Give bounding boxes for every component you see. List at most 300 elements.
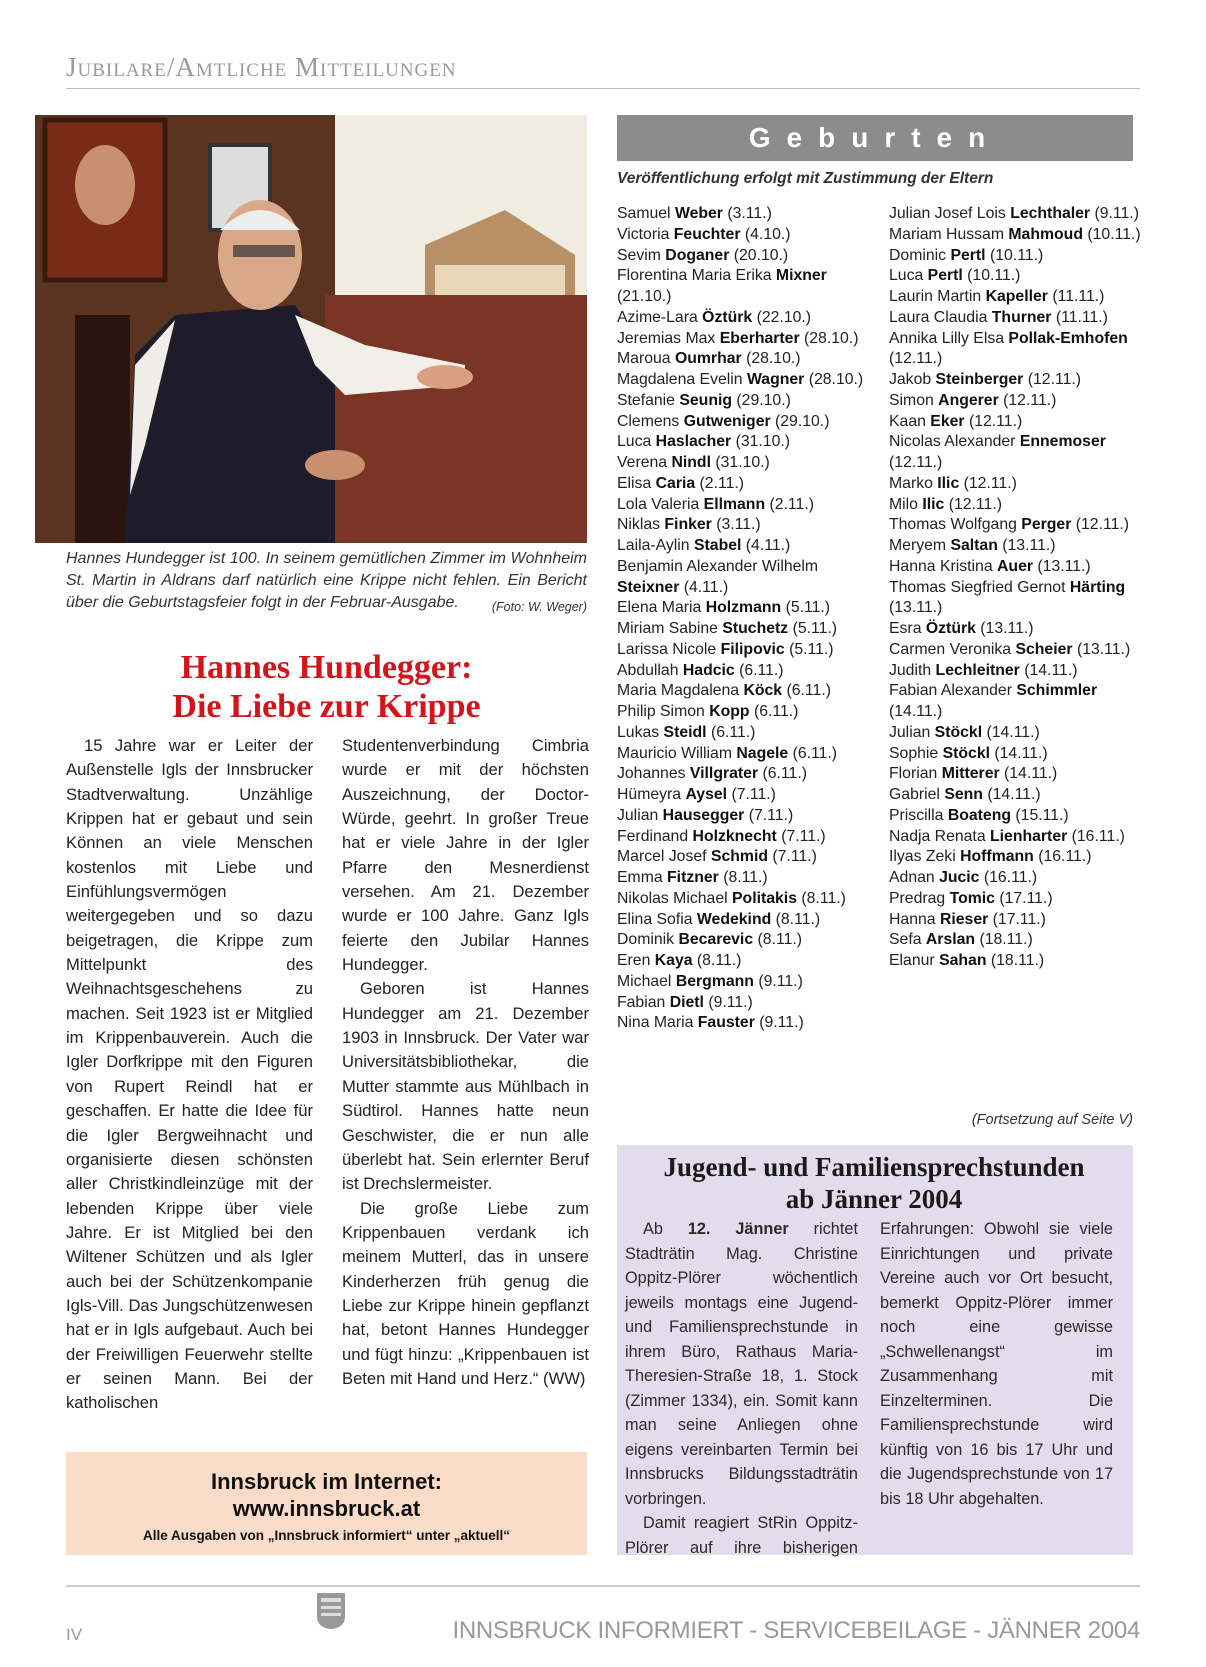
birth-entry [889, 370, 1141, 391]
first-name: Luca [617, 433, 652, 451]
birth-date: (8.11.) [757, 931, 802, 949]
birth-date: (4.10.) [744, 225, 791, 243]
birth-entry [617, 827, 883, 848]
last-name: Senn [944, 786, 983, 803]
birth-entry [617, 453, 883, 474]
last-name: Caria [655, 474, 696, 492]
birth-entry [889, 287, 1141, 308]
birth-entry [889, 930, 1141, 951]
birth-entry [889, 495, 1141, 516]
birth-entry [617, 204, 883, 225]
birth-date: (14.11.) [987, 786, 1041, 803]
first-name: Dominic [889, 246, 947, 264]
first-name: Kaan [889, 412, 926, 430]
first-name: Ferdinand [617, 827, 689, 845]
birth-date: (28.10.) [808, 371, 864, 388]
last-name: Ellmann [703, 495, 766, 513]
birth-entry [617, 391, 883, 412]
birth-entry [889, 910, 1141, 931]
birth-entry [617, 349, 883, 370]
first-name: Predrag [889, 889, 946, 907]
box-title-line-1: Jugend- und Familiensprechstunden [663, 1152, 1085, 1182]
birth-entry [889, 225, 1141, 246]
last-name: Kaya [654, 952, 693, 969]
last-name: Hoffmann [960, 848, 1034, 866]
continued-note: (Fortsetzung auf Seite V) [971, 1112, 1133, 1128]
birth-entry [889, 308, 1141, 329]
birth-entry [889, 889, 1141, 910]
births-heading: Geburten [617, 115, 1133, 161]
last-name: Jucic [939, 869, 980, 886]
last-name: Holzknecht [692, 827, 777, 845]
birth-date: (14.11.) [994, 744, 1048, 762]
birth-date: (3.11.) [727, 205, 772, 222]
last-name: Boateng [947, 806, 1012, 824]
birth-date: (3.11.) [716, 516, 761, 534]
first-name: Fabian Alexander [889, 682, 1012, 700]
birth-date: (16.11.) [983, 869, 1038, 886]
birth-entry [617, 993, 883, 1014]
last-name: Mitterer [941, 765, 1000, 783]
first-name: Miriam Sabine [617, 620, 718, 637]
birth-date: (9.11.) [758, 972, 803, 990]
first-name: Nina Maria [617, 1014, 694, 1032]
last-name: Ilic [937, 474, 960, 492]
birth-date: (28.10.) [746, 350, 801, 368]
first-name: Eren [617, 952, 651, 969]
birth-entry [889, 432, 1141, 474]
birth-date: (2.11.) [699, 474, 745, 492]
birth-date: (12.11.) [889, 350, 943, 368]
birth-date: (12.11.) [1075, 516, 1130, 534]
first-name: Julian [617, 806, 659, 824]
first-name: Mauricio William [617, 744, 732, 762]
birth-entry [889, 329, 1141, 371]
divider [66, 1585, 1140, 1587]
article-paragraph: Die große Liebe zum Krippenbauen verdank ich meinem Mutterl, das in unsere Kinderherzen früh genug die Liebe zur Krippe hinein gepflanzt hat, betont Hannes Hundegger und fügt hinzu: „Krippenbauen ist Beten mit Hand und Herz.“ (WW) [342, 1198, 589, 1388]
first-name: Maroua [617, 350, 671, 368]
birth-date: (21.10.) [617, 288, 672, 305]
first-name: Emma [617, 869, 663, 886]
birth-entry [889, 578, 1141, 620]
birth-date: (12.11.) [963, 474, 1017, 492]
birth-date: (14.11.) [1004, 765, 1058, 783]
first-name: Verena [617, 454, 668, 471]
first-name: Lola Valeria [617, 495, 700, 513]
first-name: Mariam Hussam [889, 225, 1004, 243]
first-name: Elanur [889, 952, 935, 969]
birth-date: (13.11.) [1076, 640, 1131, 658]
birth-entry [617, 889, 883, 910]
first-name: Carmen Veronika [889, 640, 1012, 658]
last-name: Angerer [938, 391, 999, 409]
box-text [625, 1217, 1113, 1560]
birth-entry [617, 495, 883, 516]
birth-entry [617, 474, 883, 495]
birth-date: (5.11.) [789, 640, 834, 658]
birth-entry [617, 847, 883, 868]
text: Ab [643, 1220, 688, 1238]
last-name: Hadcic [682, 661, 735, 679]
first-name: Simon [889, 391, 934, 409]
birth-date: (8.11.) [801, 889, 846, 907]
birth-entry [889, 785, 1141, 806]
birth-entry [617, 951, 883, 972]
photo-caption [66, 548, 587, 618]
birth-date: (18.11.) [990, 952, 1045, 969]
birth-date: (12.11.) [889, 454, 943, 471]
first-name: Niklas [617, 516, 661, 534]
birth-date: (13.11.) [1002, 537, 1056, 554]
last-name: Wagner [746, 371, 805, 388]
first-name: Ilyas Zeki [889, 848, 956, 866]
last-name: Tomic [949, 889, 995, 907]
birth-entry [889, 764, 1141, 785]
headline-line-1: Hannes Hundegger: [180, 649, 473, 686]
birth-entry [617, 744, 883, 765]
birth-entry [617, 930, 883, 951]
first-name: Esra [889, 620, 922, 637]
last-name: Saltan [950, 537, 998, 554]
birth-date: (7.11.) [781, 827, 826, 845]
first-name: Larissa Nicole [617, 640, 717, 658]
last-name: Seunig [679, 391, 733, 409]
last-name: Weber [674, 205, 723, 222]
birth-entry [889, 681, 1141, 723]
birth-entry [617, 370, 883, 391]
birth-date: (8.11.) [723, 869, 768, 886]
section-title: Jubilare/Amtliche Mitteilungen [66, 52, 457, 82]
first-name: Hanna [889, 910, 936, 928]
first-name: Meryem [889, 537, 947, 554]
birth-entry [889, 868, 1141, 889]
article-headline [66, 648, 587, 726]
last-name: Hausegger [662, 806, 745, 824]
birth-entry [617, 723, 883, 744]
last-name: Steinberger [935, 371, 1024, 388]
birth-entry [617, 557, 883, 599]
birth-entry [617, 329, 883, 350]
birth-entry [889, 474, 1141, 495]
birth-date: (6.11.) [710, 723, 756, 741]
birth-entry [889, 266, 1141, 287]
first-name: Dominik [617, 931, 675, 949]
birth-entry [889, 412, 1141, 433]
last-name: Nagele [736, 744, 789, 762]
birth-entry [617, 785, 883, 806]
first-name: Abdullah [617, 661, 679, 679]
internet-info-box [66, 1452, 587, 1555]
city-crest-icon [316, 1592, 346, 1630]
last-name: Eberharter [719, 329, 800, 347]
birth-date: (12.11.) [968, 412, 1023, 430]
last-name: Öztürk [925, 620, 976, 637]
last-name: Pollak-Emhofen [1008, 329, 1128, 347]
birth-entry [617, 412, 883, 433]
birth-entry [617, 225, 883, 246]
last-name: Wedekind [696, 910, 772, 928]
birth-entry [617, 266, 883, 308]
last-name: Schmid [710, 848, 768, 866]
first-name: Victoria [617, 225, 670, 243]
first-name: Laura Claudia [889, 308, 988, 326]
last-name: Auer [997, 557, 1034, 575]
birth-entry [889, 204, 1141, 225]
birth-date: (9.11.) [759, 1014, 804, 1032]
birth-entry [617, 702, 883, 723]
birth-entry [617, 1013, 883, 1034]
first-name: Annika Lilly Elsa [889, 329, 1005, 347]
last-name: Ennemoser [1019, 433, 1106, 451]
last-name: Stöckl [934, 723, 983, 741]
first-name: Julian Josef Lois [889, 205, 1006, 222]
birth-entry [889, 619, 1141, 640]
birth-date: (6.11.) [739, 661, 784, 679]
birth-date: (7.11.) [748, 806, 794, 824]
last-name: Eker [930, 412, 965, 430]
birth-date: (14.11.) [1024, 661, 1078, 679]
birth-date: (6.11.) [792, 744, 838, 762]
article-column-2 [342, 734, 589, 1391]
first-name: Magdalena Evelin [617, 371, 743, 388]
box-paragraph [625, 1217, 858, 1511]
last-name: Perger [1021, 516, 1072, 534]
births-list-column-2 [889, 204, 1141, 972]
last-name: Stöckl [942, 744, 990, 762]
first-name: Florentina Maria Erika [617, 267, 772, 285]
birth-entry [617, 868, 883, 889]
first-name: Sefa [889, 931, 922, 949]
last-name: Öztürk [702, 308, 753, 326]
last-name: Kopp [709, 703, 750, 720]
birth-entry [617, 661, 883, 682]
last-name: Thurner [991, 308, 1052, 326]
birth-entry [889, 827, 1141, 848]
first-name: Azime-Lara [617, 308, 698, 326]
first-name: Sevim [617, 246, 661, 264]
first-name: Lukas [617, 723, 660, 741]
birth-date: (13.11.) [980, 620, 1034, 637]
headline-line-2: Die Liebe zur Krippe [172, 688, 481, 725]
last-name: Holzmann [705, 599, 782, 617]
birth-entry [889, 536, 1141, 557]
birth-date: (6.11.) [762, 765, 807, 783]
birth-date: (10.11.) [1087, 225, 1141, 243]
last-name: Gutweniger [683, 412, 771, 430]
last-name: Mixner [775, 267, 827, 285]
last-name: Arslan [925, 931, 976, 949]
internet-box-title: Innsbruck im Internet: [210, 1469, 443, 1494]
birth-date: (12.11.) [948, 495, 1002, 513]
last-name: Stuchetz [722, 620, 789, 637]
last-name: Härting [1069, 578, 1126, 596]
birth-date: (7.11.) [731, 786, 776, 803]
last-name: Politakis [732, 889, 797, 907]
last-name: Ilic [922, 495, 945, 513]
last-name: Filipovic [720, 640, 785, 658]
photo-credit: (Foto: W. Weger) [491, 600, 587, 614]
birth-date: (7.11.) [772, 848, 817, 866]
birth-date: (17.11.) [992, 910, 1046, 928]
box-paragraph: Damit reagiert StRin Oppitz-Plörer auf ihre bisherigen Erfahrungen: Obwohl sie viele Einrichtungen und private Vereine auch vor Ort besucht, bemerkt Oppitz-Plörer immer noch eine gewisse „Schwellenangst“ im Zusammenhang mit Einzelterminen. Die Familiensprechstunde wird künftig von 16 bis 17 Uhr und die Jugendsprechstunde von 17 bis 18 Uhr abgehalten. [625, 1220, 1113, 1557]
last-name: Pertl [950, 246, 986, 264]
first-name: Milo [889, 495, 918, 513]
last-name: Nindl [671, 454, 711, 471]
last-name: Schimmler [1016, 682, 1098, 700]
publication-footer: INNSBRUCK INFORMIERT - SERVICEBEILAGE - JÄNNER 2004 [452, 1617, 1140, 1644]
article-paragraph: 15 Jahre war er Leiter der Außenstelle Igls der Innsbrucker Stadtverwaltung. Unzählige Krippen hat er gebaut und sein Können an viele Menschen kostenlos mit Liebe und Einfühlungsvermögen weitergegeben und so dazu beigetragen, die Krippe zum Mittelpunkt des Weihnachtsgeschehens zu machen. Seit 1923 ist er Mitglied im Krippenbauverein. Auch die Igler Dorfkrippe mit den Figuren von Rupert Reindl hat er geschaffen. Er hatte die Idee für die Igler Bergweihnacht und organisierte diesen schönsten aller Christkindleinzüge mit der lebenden Krippe über viele Jahre. Er ist Mitglied bei den Wiltener Schützen und als Igler auch bei der Schützenkompanie Igls-Vill. Das Jungschützenwesen hat er in Igls aufgebaut. Auch bei der Freiwilligen Feuerwehr stellte er seinen Mann. Bei der katholischen [66, 736, 313, 1413]
first-name: Samuel [617, 205, 671, 222]
birth-date: (16.11.) [1038, 848, 1092, 866]
birth-date: (28.10.) [804, 329, 859, 347]
birth-date: (11.11.) [1052, 288, 1105, 305]
birth-entry [889, 661, 1141, 682]
box-title [625, 1151, 1123, 1215]
birth-entry [617, 308, 883, 329]
birth-date: (6.11.) [753, 703, 799, 720]
first-name: Stefanie [617, 391, 675, 409]
birth-date: (16.11.) [1071, 827, 1125, 845]
last-name: Feuchter [673, 225, 741, 243]
first-name: Nikolas Michael [617, 889, 728, 907]
birth-date: (5.11.) [785, 599, 831, 617]
youth-family-hours-box [617, 1145, 1133, 1555]
last-name: Kapeller [985, 288, 1048, 305]
last-name: Villgrater [689, 765, 759, 783]
birth-date: (8.11.) [775, 910, 821, 928]
last-name: Aysel [685, 786, 728, 803]
birth-date: (31.10.) [735, 433, 791, 451]
last-name: Bergmann [675, 972, 754, 990]
first-name: Adnan [889, 869, 935, 886]
last-name: Oumrhar [674, 350, 742, 368]
birth-entry [889, 557, 1141, 578]
birth-entry [617, 806, 883, 827]
last-name: Doganer [665, 246, 730, 264]
birth-entry [617, 598, 883, 619]
births-subtitle: Veröffentlichung erfolgt mit Zustimmung der Eltern [617, 170, 994, 187]
first-name: Johannes [617, 765, 686, 783]
caption-text: Hannes Hundegger ist 100. In seinem gemütlichen Zimmer im Wohnheim St. Martin in Aldrans darf natürlich eine Krippe nicht fehlen. Ein Bericht über die Geburtstagsfeier folgt in der Februar-Ausgabe. [66, 550, 587, 611]
text: richtet Stadträtin Mag. Christine Oppitz-Plörer wöchentlich jeweils montags eine Jugend- und Familiensprechstunde in ihrem Büro, Rathaus Maria-Theresien-Straße 18, 1. Stock (Zimmer 1334), ein. Somit kann man seine Anliegen ohne eigens vereinbarten Termin bei Innsbrucks Bildungsstadträtin vorbringen. [625, 1220, 858, 1508]
birth-entry [889, 391, 1141, 412]
first-name: Marko [889, 474, 933, 492]
first-name: Luca [889, 267, 924, 285]
last-name: Sahan [939, 952, 987, 969]
first-name: Sophie [889, 744, 939, 762]
last-name: Fitzner [667, 869, 719, 886]
birth-entry [889, 640, 1141, 661]
birth-date: (11.11.) [1055, 308, 1108, 326]
first-name: Elina Sofia [617, 910, 693, 928]
birth-entry [617, 681, 883, 702]
first-name: Thomas Wolfgang [889, 516, 1017, 534]
article-paragraph: Geboren ist Hannes Hundegger am 21. Dezember 1903 in Innsbruck. Der Vater war Universitätsbibliothekar, die Mutter stammte aus Mühlbach in Südtirol. Hannes hatte neun Geschwister, die er nun alle überlebt hat. Sein erlernter Beruf ist Drechslermeister. [342, 979, 589, 1194]
birth-date: (9.11.) [708, 993, 753, 1011]
first-name: Marcel Josef [617, 848, 707, 866]
birth-date: (10.11.) [967, 267, 1021, 285]
birth-date: (10.11.) [989, 246, 1044, 264]
last-name: Stabel [693, 537, 742, 554]
first-name: Philip Simon [617, 703, 705, 720]
birth-entry [889, 951, 1141, 972]
birth-date: (31.10.) [715, 454, 770, 471]
first-name: Laila-Aylin [617, 537, 690, 554]
last-name: Rieser [939, 910, 989, 928]
last-name: Mahmoud [1008, 225, 1083, 243]
birth-entry [889, 246, 1141, 267]
birth-date: (14.11.) [889, 703, 943, 720]
page-number: IV [66, 1625, 83, 1644]
first-name: Jakob [889, 371, 932, 388]
birth-date: (29.10.) [736, 391, 791, 409]
first-name: Elena Maria [617, 599, 702, 617]
birth-date: (29.10.) [775, 412, 830, 430]
first-name: Julian [889, 723, 931, 741]
internet-box-url[interactable]: www.innsbruck.at [232, 1496, 421, 1521]
first-name: Florian [889, 765, 938, 783]
birth-entry [889, 744, 1141, 765]
date-highlight: 12. Jänner [687, 1220, 789, 1238]
birth-entry [889, 847, 1141, 868]
last-name: Dietl [669, 993, 704, 1011]
birth-entry [889, 723, 1141, 744]
birth-entry [617, 515, 883, 536]
article-photo [35, 115, 587, 543]
birth-entry [889, 515, 1141, 536]
last-name: Finker [664, 516, 712, 534]
birth-entry [617, 619, 883, 640]
first-name: Michael [617, 972, 672, 990]
first-name: Gabriel [889, 786, 940, 803]
birth-date: (9.11.) [1094, 205, 1139, 222]
last-name: Lechthaler [1010, 205, 1091, 222]
birth-date: (8.11.) [696, 952, 742, 969]
first-name: Laurin Martin [889, 288, 982, 305]
first-name: Thomas Siegfried Gernot [889, 578, 1066, 596]
first-name: Priscilla [889, 806, 944, 824]
first-name: Maria Magdalena [617, 682, 740, 700]
last-name: Fauster [697, 1014, 755, 1032]
birth-date: (5.11.) [792, 620, 838, 637]
article-column-1 [66, 734, 313, 1416]
birth-date: (22.10.) [756, 308, 812, 326]
last-name: Lienharter [990, 827, 1068, 845]
last-name: Scheier [1015, 640, 1073, 658]
first-name: Nadja Renata [889, 827, 986, 845]
first-name: Hümeyra [617, 786, 682, 803]
last-name: Lechleitner [935, 661, 1020, 679]
article-paragraph: Studentenverbindung Cimbria wurde er mit der höchsten Auszeichnung, der Doctor-Würde, geehrt. In großer Treue hat er viele Jahre in der Igler Pfarre den Mesnerdienst versehen. Am 21. Dezember wurde er 100 Jahre. Ganz Igls feierte den Jubilar Hannes Hundegger. [342, 736, 589, 975]
birth-date: (15.11.) [1015, 806, 1069, 824]
birth-date: (13.11.) [1037, 557, 1091, 575]
birth-date: (17.11.) [999, 889, 1053, 907]
birth-date: (12.11.) [1003, 391, 1057, 409]
first-name: Jeremias Max [617, 329, 716, 347]
birth-entry [617, 640, 883, 661]
births-list-column-1 [617, 204, 883, 1034]
birth-entry [617, 536, 883, 557]
birth-date: (12.11.) [1027, 371, 1082, 388]
birth-entry [617, 910, 883, 931]
birth-entry [889, 806, 1141, 827]
birth-date: (14.11.) [986, 723, 1040, 741]
birth-entry [617, 246, 883, 267]
birth-date: (2.11.) [769, 495, 814, 513]
divider [66, 88, 1140, 89]
first-name: Fabian [617, 993, 666, 1011]
first-name: Nicolas Alexander [889, 433, 1016, 451]
